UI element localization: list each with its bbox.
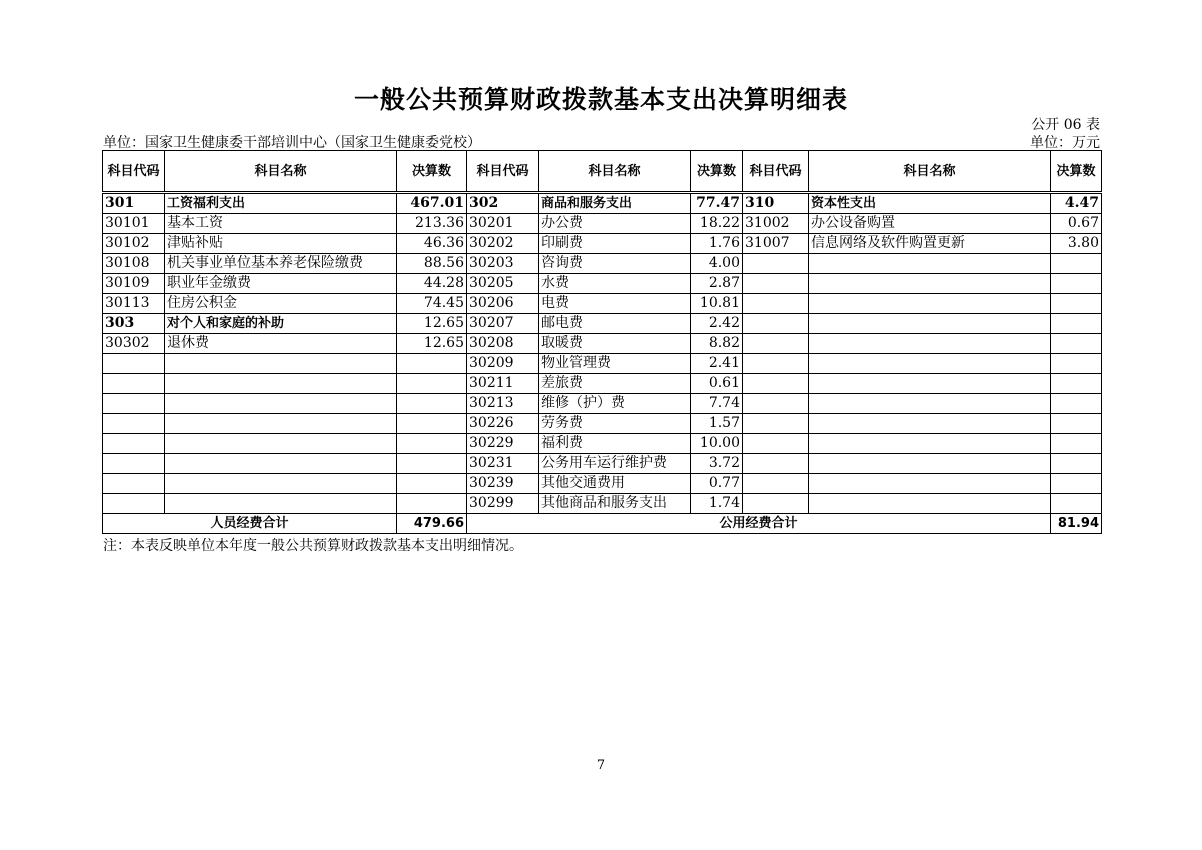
- amount-cell: [397, 434, 467, 454]
- subject-code-cell: 31002: [743, 214, 809, 234]
- column-header: 科目名称: [165, 151, 397, 193]
- subject-name-cell: 退休费: [165, 334, 397, 354]
- amount-cell: [1051, 434, 1102, 454]
- amount-cell: 0.61: [691, 374, 743, 394]
- amount-cell: 2.41: [691, 354, 743, 374]
- amount-cell: 4.00: [691, 254, 743, 274]
- amount-cell: 18.22: [691, 214, 743, 234]
- amount-cell: 4.47: [1051, 193, 1102, 214]
- subject-name-cell: [809, 374, 1051, 394]
- subject-name-cell: 福利费: [539, 434, 691, 454]
- amount-cell: 44.28: [397, 274, 467, 294]
- subject-code-cell: 30205: [467, 274, 539, 294]
- subject-name-cell: 办公费: [539, 214, 691, 234]
- table-body: [103, 151, 1102, 534]
- subject-code-cell: 30208: [467, 334, 539, 354]
- unit-name: 单位：国家卫生健康委干部培训中心（国家卫生健康委党校）: [103, 135, 481, 151]
- subject-name-cell: [809, 474, 1051, 494]
- subject-name-cell: [165, 354, 397, 374]
- public-total-value: 81.94: [1051, 514, 1102, 534]
- amount-cell: 10.00: [691, 434, 743, 454]
- subject-code-cell: 30113: [103, 294, 165, 314]
- totals-row: [103, 514, 1102, 534]
- subject-name-cell: [809, 294, 1051, 314]
- amount-cell: 88.56: [397, 254, 467, 274]
- amount-cell: 12.65: [397, 314, 467, 334]
- subject-code-cell: 30209: [467, 354, 539, 374]
- table-row: [103, 454, 1102, 474]
- table-row: [103, 193, 1102, 214]
- subject-name-cell: 物业管理费: [539, 354, 691, 374]
- column-header: 科目名称: [539, 151, 691, 193]
- subject-code-cell: [743, 474, 809, 494]
- subject-code-cell: [743, 494, 809, 514]
- table-row: [103, 334, 1102, 354]
- subject-code-cell: [103, 394, 165, 414]
- subject-name-cell: 其他交通费用: [539, 474, 691, 494]
- subject-code-cell: [103, 374, 165, 394]
- subject-name-cell: 机关事业单位基本养老保险缴费: [165, 254, 397, 274]
- subject-name-cell: 住房公积金: [165, 294, 397, 314]
- subject-code-cell: [103, 414, 165, 434]
- subject-code-cell: 30202: [467, 234, 539, 254]
- subject-name-cell: [809, 434, 1051, 454]
- subject-code-cell: 30211: [467, 374, 539, 394]
- page-title: 一般公共预算财政拨款基本支出决算明细表: [353, 85, 848, 114]
- subject-code-cell: [743, 314, 809, 334]
- subject-name-cell: 邮电费: [539, 314, 691, 334]
- currency-unit: 单位：万元: [1030, 135, 1100, 151]
- subject-code-cell: 30207: [467, 314, 539, 334]
- subject-name-cell: 津贴补贴: [165, 234, 397, 254]
- subject-code-cell: 30229: [467, 434, 539, 454]
- subject-code-cell: 303: [103, 314, 165, 334]
- amount-cell: [1051, 334, 1102, 354]
- subject-code-cell: [743, 274, 809, 294]
- amount-cell: [1051, 354, 1102, 374]
- subject-code-cell: [743, 394, 809, 414]
- table-row: [103, 314, 1102, 334]
- public-total-label: 公用经费合计: [467, 514, 1051, 534]
- amount-cell: 10.81: [691, 294, 743, 314]
- amount-cell: [1051, 394, 1102, 414]
- subject-code-cell: 30201: [467, 214, 539, 234]
- amount-cell: [1051, 314, 1102, 334]
- subject-code-cell: 30302: [103, 334, 165, 354]
- subject-code-cell: [743, 374, 809, 394]
- subject-name-cell: 取暖费: [539, 334, 691, 354]
- table-row: [103, 434, 1102, 454]
- table-row: [103, 394, 1102, 414]
- amount-cell: [397, 474, 467, 494]
- amount-cell: 74.45: [397, 294, 467, 314]
- table-row: [103, 494, 1102, 514]
- subject-name-cell: 办公设备购置: [809, 214, 1051, 234]
- subject-name-cell: 职业年金缴费: [165, 274, 397, 294]
- subject-code-cell: [743, 414, 809, 434]
- subject-code-cell: [103, 434, 165, 454]
- column-header: 科目名称: [809, 151, 1051, 193]
- amount-cell: [397, 374, 467, 394]
- column-header: 科目代码: [467, 151, 539, 193]
- subject-name-cell: 资本性支出: [809, 193, 1051, 214]
- amount-cell: [397, 494, 467, 514]
- table-row: [103, 374, 1102, 394]
- subject-code-cell: [103, 454, 165, 474]
- subject-code-cell: 30213: [467, 394, 539, 414]
- footnote: 注：本表反映单位本年度一般公共预算财政拨款基本支出明细情况。: [103, 538, 523, 554]
- subject-code-cell: [743, 454, 809, 474]
- column-header: 决算数: [1051, 151, 1102, 193]
- amount-cell: 3.72: [691, 454, 743, 474]
- subject-code-cell: [743, 334, 809, 354]
- subject-name-cell: [165, 474, 397, 494]
- subject-name-cell: 维修（护）费: [539, 394, 691, 414]
- amount-cell: [1051, 374, 1102, 394]
- amount-cell: [1051, 294, 1102, 314]
- table-row: [103, 414, 1102, 434]
- amount-cell: 2.87: [691, 274, 743, 294]
- subject-name-cell: [165, 434, 397, 454]
- subject-name-cell: [165, 454, 397, 474]
- subject-code-cell: 30102: [103, 234, 165, 254]
- amount-cell: 77.47: [691, 193, 743, 214]
- amount-cell: [397, 394, 467, 414]
- subject-code-cell: [103, 354, 165, 374]
- column-header: 决算数: [397, 151, 467, 193]
- subject-name-cell: [809, 454, 1051, 474]
- subject-code-cell: 302: [467, 193, 539, 214]
- column-header: 科目代码: [743, 151, 809, 193]
- table-row: [103, 214, 1102, 234]
- subject-name-cell: 印刷费: [539, 234, 691, 254]
- personnel-total-value: 479.66: [397, 514, 467, 534]
- subject-name-cell: 电费: [539, 294, 691, 314]
- amount-cell: [397, 354, 467, 374]
- table-row: [103, 474, 1102, 494]
- amount-cell: 8.82: [691, 334, 743, 354]
- amount-cell: 1.57: [691, 414, 743, 434]
- amount-cell: [1051, 454, 1102, 474]
- subject-code-cell: 301: [103, 193, 165, 214]
- subject-code-cell: [743, 294, 809, 314]
- subject-name-cell: [809, 274, 1051, 294]
- subject-name-cell: [165, 394, 397, 414]
- amount-cell: 0.77: [691, 474, 743, 494]
- table-row: [103, 354, 1102, 374]
- amount-cell: 3.80: [1051, 234, 1102, 254]
- column-header: 决算数: [691, 151, 743, 193]
- subject-name-cell: 水费: [539, 274, 691, 294]
- page-number: 7: [596, 758, 606, 773]
- subject-name-cell: 其他商品和服务支出: [539, 494, 691, 514]
- subject-name-cell: 商品和服务支出: [539, 193, 691, 214]
- subject-name-cell: 工资福利支出: [165, 193, 397, 214]
- subject-code-cell: [743, 354, 809, 374]
- amount-cell: 7.74: [691, 394, 743, 414]
- amount-cell: [1051, 414, 1102, 434]
- subject-code-cell: 30101: [103, 214, 165, 234]
- amount-cell: 213.36: [397, 214, 467, 234]
- header-row: [103, 151, 1102, 193]
- table-row: [103, 234, 1102, 254]
- subject-code-cell: 30108: [103, 254, 165, 274]
- subject-code-cell: 30203: [467, 254, 539, 274]
- column-header: 科目代码: [103, 151, 165, 193]
- subject-name-cell: 劳务费: [539, 414, 691, 434]
- subject-name-cell: [809, 334, 1051, 354]
- subject-name-cell: [809, 394, 1051, 414]
- subject-code-cell: 30239: [467, 474, 539, 494]
- amount-cell: [397, 454, 467, 474]
- subject-code-cell: [743, 254, 809, 274]
- subject-code-cell: 30299: [467, 494, 539, 514]
- subject-code-cell: 30206: [467, 294, 539, 314]
- subject-code-cell: 30226: [467, 414, 539, 434]
- subject-code-cell: 31007: [743, 234, 809, 254]
- table-row: [103, 254, 1102, 274]
- amount-cell: [1051, 494, 1102, 514]
- subject-name-cell: [809, 354, 1051, 374]
- subject-code-cell: [103, 494, 165, 514]
- table-row: [103, 294, 1102, 314]
- amount-cell: 0.67: [1051, 214, 1102, 234]
- subject-name-cell: 公务用车运行维护费: [539, 454, 691, 474]
- amount-cell: 46.36: [397, 234, 467, 254]
- amount-cell: [1051, 274, 1102, 294]
- amount-cell: 467.01: [397, 193, 467, 214]
- amount-cell: 2.42: [691, 314, 743, 334]
- table-row: [103, 274, 1102, 294]
- subject-name-cell: [809, 414, 1051, 434]
- subject-name-cell: [809, 254, 1051, 274]
- subject-name-cell: 差旅费: [539, 374, 691, 394]
- subject-name-cell: 信息网络及软件购置更新: [809, 234, 1051, 254]
- subject-code-cell: 30109: [103, 274, 165, 294]
- subject-code-cell: [743, 434, 809, 454]
- amount-cell: 12.65: [397, 334, 467, 354]
- amount-cell: [1051, 474, 1102, 494]
- table-number: 公开 06 表: [1031, 117, 1100, 133]
- subject-name-cell: 对个人和家庭的补助: [165, 314, 397, 334]
- subject-name-cell: 咨询费: [539, 254, 691, 274]
- subject-name-cell: [809, 494, 1051, 514]
- subject-name-cell: [165, 494, 397, 514]
- amount-cell: [1051, 254, 1102, 274]
- amount-cell: [397, 414, 467, 434]
- subject-code-cell: [103, 474, 165, 494]
- subject-name-cell: [809, 314, 1051, 334]
- expenditure-table: [102, 150, 1102, 534]
- personnel-total-label: 人员经费合计: [103, 514, 397, 534]
- subject-name-cell: [165, 414, 397, 434]
- amount-cell: 1.74: [691, 494, 743, 514]
- subject-name-cell: 基本工资: [165, 214, 397, 234]
- amount-cell: 1.76: [691, 234, 743, 254]
- subject-code-cell: 310: [743, 193, 809, 214]
- subject-code-cell: 30231: [467, 454, 539, 474]
- subject-name-cell: [165, 374, 397, 394]
